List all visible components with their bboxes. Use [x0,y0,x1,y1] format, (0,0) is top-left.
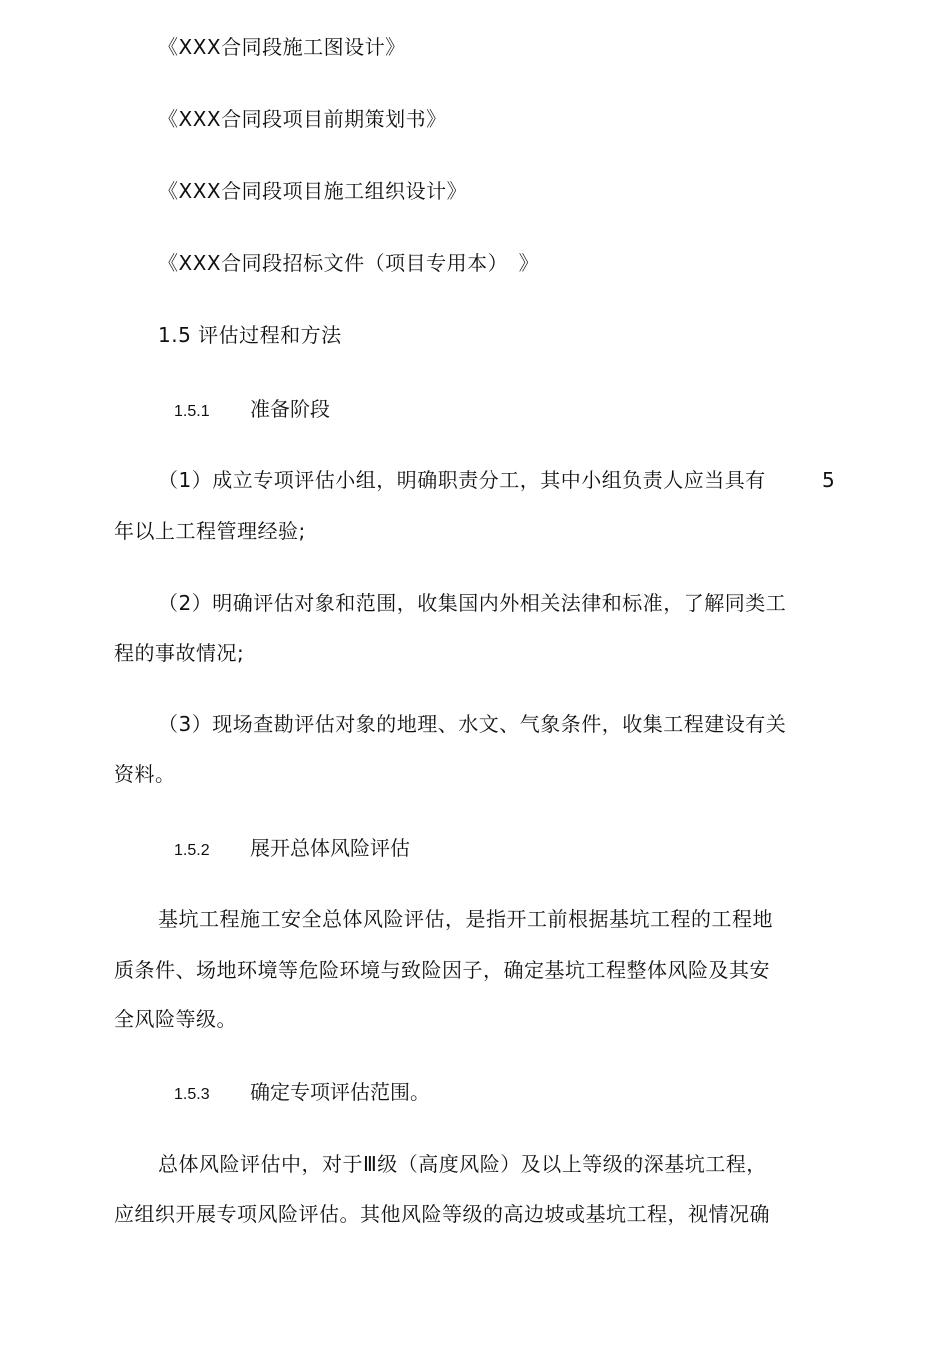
paragraph-line: （2）明确评估对象和范围，收集国内外相关法律和标准，了解同类工 [158,591,787,615]
paragraph-line: （1）成立专项评估小组，明确职责分工，其中小组负责人应当具有 [158,468,766,492]
subsection-title: 展开总体风险评估 [250,836,410,860]
subsection-title: 确定专项评估范围。 [250,1080,430,1104]
paragraph-line: 质条件、场地环境等危险环境与致险因子，确定基坑工程整体风险及其安 [114,958,770,982]
subsection-title: 准备阶段 [250,397,330,421]
paragraph-line: 总体风险评估中，对于Ⅲ级（高度风险）及以上等级的深基坑工程， [158,1152,767,1176]
subsection-heading [174,1079,430,1108]
reference-item: 《XXX合同段项目施工组织设计》 [158,179,468,203]
subsection-heading [174,396,330,425]
paragraph-line: 5 [822,468,836,492]
section-heading: 1.5 评估过程和方法 [158,323,342,347]
paragraph-line: 程的事故情况; [114,641,245,665]
paragraph-line: 资料。 [114,762,176,786]
paragraph-line: 年以上工程管理经验; [114,519,306,543]
subsection-number: 1.5.3 [174,1086,210,1103]
reference-item: 《XXX合同段项目前期策划书》 [158,107,447,131]
paragraph-line: 基坑工程施工安全总体风险评估，是指开工前根据基坑工程的工程地 [158,907,773,931]
reference-item: 《XXX合同段施工图设计》 [158,35,406,59]
paragraph-line: 全风险等级。 [114,1007,237,1031]
subsection-heading [174,835,410,864]
paragraph-line: 应组织开展专项风险评估。其他风险等级的高边坡或基坑工程，视情况确 [114,1202,770,1226]
subsection-number: 1.5.2 [174,842,210,859]
paragraph-line: （3）现场查勘评估对象的地理、水文、气象条件，收集工程建设有关 [158,712,787,736]
subsection-number: 1.5.1 [174,403,210,420]
reference-item: 《XXX合同段招标文件（项目专用本） 》 [158,251,540,275]
